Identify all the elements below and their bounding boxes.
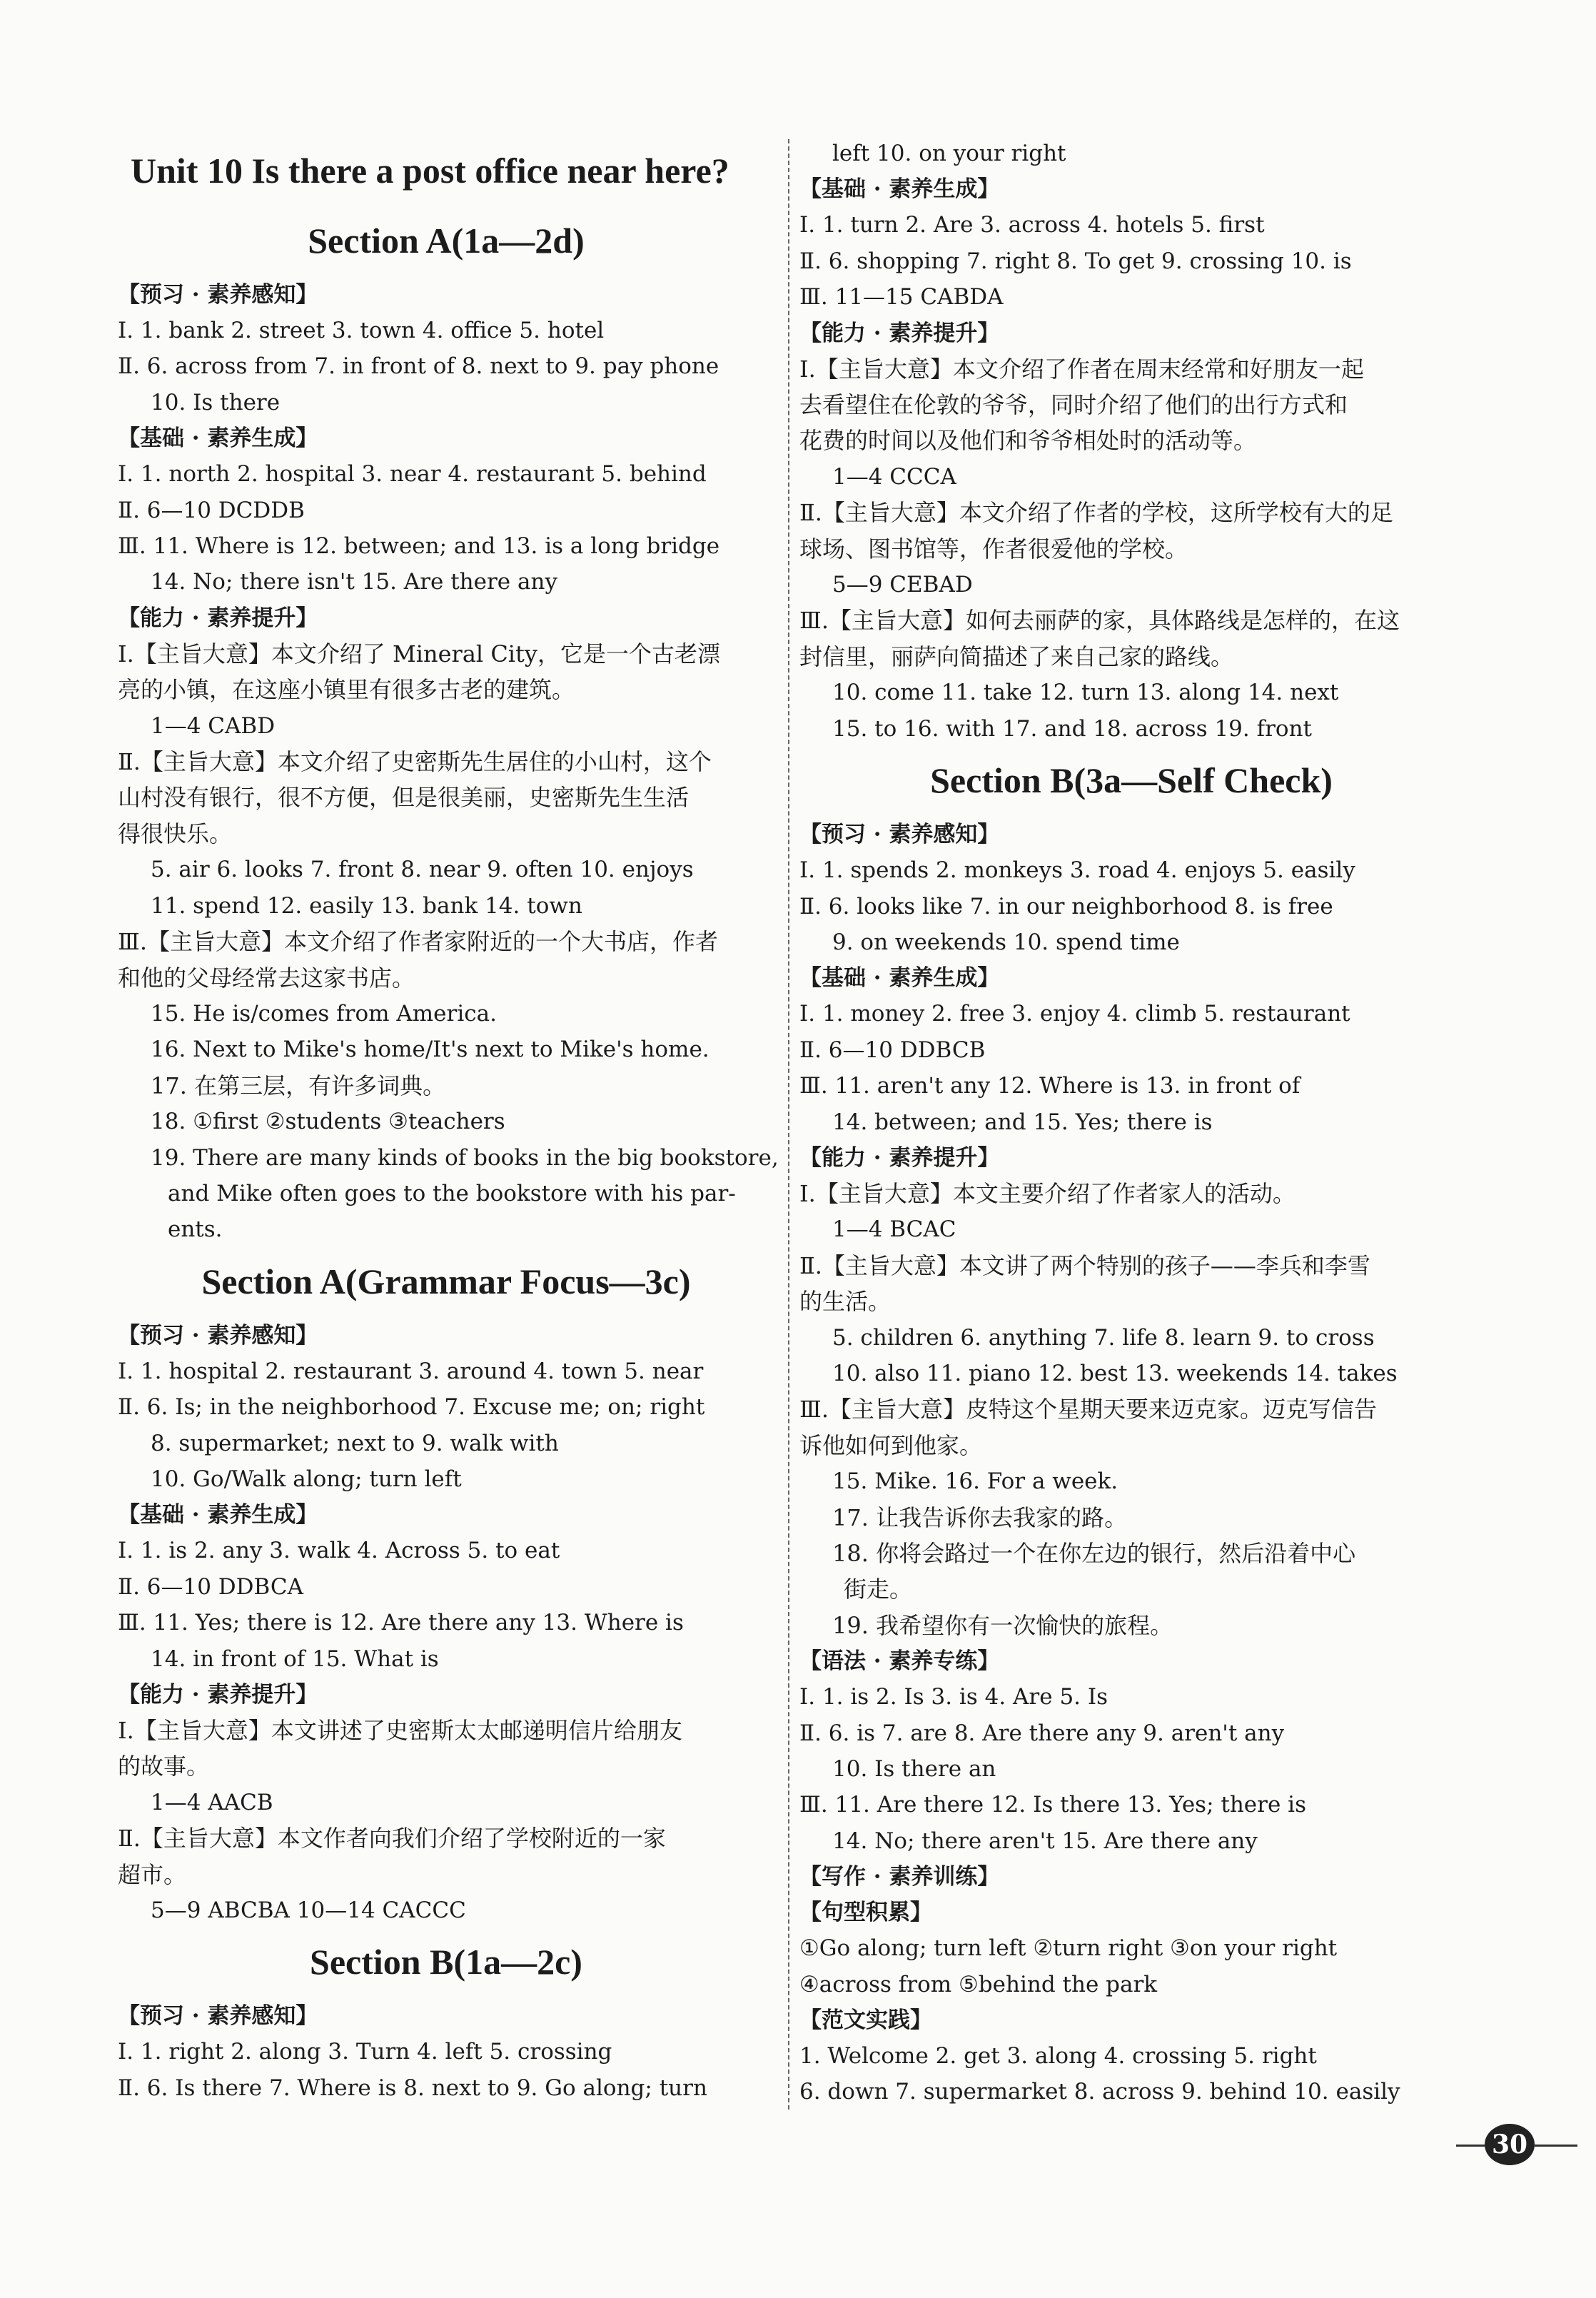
summary-line: 花费的时间以及他们和爷爷相处时的活动等。 bbox=[799, 427, 1257, 455]
section-tag: 【预习 · 素养感知】 bbox=[118, 282, 318, 308]
summary-line: 超市。 bbox=[118, 1860, 187, 1888]
page-number-rule-right bbox=[1535, 2145, 1577, 2147]
answer-line: 1—4 AACB bbox=[151, 1789, 273, 1815]
summary-line: Ⅱ.【主旨大意】本文讲了两个特别的孩子——李兵和李雪 bbox=[799, 1251, 1370, 1279]
answer-line: 15. to 16. with 17. and 18. across 19. front bbox=[832, 715, 1312, 742]
answer-line: 16. Next to Mike's home/It's next to Mike's home. bbox=[151, 1037, 709, 1063]
section-tag: 【能力 · 素养提升】 bbox=[799, 320, 1000, 346]
section-tag: 【能力 · 素养提升】 bbox=[118, 605, 318, 631]
answer-line: 10. Is there bbox=[151, 389, 281, 415]
answer-line: Ⅰ. 1. spends 2. monkeys 3. road 4. enjoys 5. easily bbox=[799, 857, 1355, 884]
answer-line: 1. Welcome 2. get 3. along 4. crossing 5. right bbox=[799, 2043, 1317, 2070]
answer-line: Ⅲ. 11. aren't any 12. Where is 13. in front of bbox=[799, 1073, 1300, 1099]
answer-line: 15. Mike. 16. For a week. bbox=[832, 1468, 1118, 1495]
answer-line: Ⅲ. 11—15 CABDA bbox=[799, 284, 1004, 311]
section-tag: 【语法 · 素养专练】 bbox=[799, 1648, 1000, 1675]
answer-line: 14. in front of 15. What is bbox=[151, 1646, 439, 1672]
summary-line: Ⅲ.【主旨大意】本文介绍了作者家附近的一个大书店，作者 bbox=[118, 928, 719, 956]
summary-line: 的生活。 bbox=[799, 1288, 892, 1316]
left-column bbox=[118, 136, 779, 2106]
answer-line: ①Go along; turn left ②turn right ③on your right bbox=[799, 1935, 1338, 1962]
summary-line: 18. 你将会路过一个在你左边的银行，然后沿着中心 bbox=[832, 1540, 1356, 1567]
section-tag: 【能力 · 素养提升】 bbox=[799, 1144, 1000, 1171]
answer-line: 10. come 11. take 12. turn 13. along 14. next bbox=[832, 680, 1339, 706]
section-tag: 【写作 · 素养训练】 bbox=[799, 1864, 1000, 1890]
section-title: Section B(1a—2c) bbox=[310, 1942, 582, 1982]
answer-line: 1—4 CCCA bbox=[832, 463, 956, 490]
answer-line: 5—9 ABCBA 10—14 CACCC bbox=[151, 1898, 466, 1924]
answer-line: Ⅱ. 6. Is there 7. Where is 8. next to 9. Go along; turn bbox=[118, 2075, 707, 2101]
section-tag: 【基础 · 素养生成】 bbox=[799, 176, 1000, 203]
section-tag: 【基础 · 素养生成】 bbox=[118, 425, 318, 452]
summary-line: Ⅱ.【主旨大意】本文介绍了作者的学校，这所学校有大的足 bbox=[799, 499, 1393, 527]
answer-line: Ⅱ. 6—10 DDBCA bbox=[118, 1573, 303, 1600]
section-title: Section A(Grammar Focus—3c) bbox=[201, 1261, 691, 1301]
answer-line: 1—4 BCAC bbox=[832, 1216, 956, 1243]
summary-line: 山村没有银行，很不方便，但是很美丽，史密斯先生生活 bbox=[118, 784, 690, 812]
unit-title: Unit 10 Is there a post office near here? bbox=[131, 151, 729, 191]
summary-line: Ⅰ.【主旨大意】本文介绍了作者在周末经常和好朋友一起 bbox=[799, 355, 1364, 383]
answer-line: Ⅰ. 1. bank 2. street 3. town 4. office 5. hotel bbox=[118, 318, 605, 343]
section-tag: 【预习 · 素养感知】 bbox=[118, 2003, 318, 2030]
page-number: 30 bbox=[1485, 2124, 1535, 2165]
answer-line: 18. ①first ②students ③teachers bbox=[151, 1109, 505, 1135]
summary-line: 街走。 bbox=[844, 1576, 913, 1603]
summary-line: 去看望住在伦敦的爷爷，同时介绍了他们的出行方式和 bbox=[799, 391, 1348, 419]
answer-line: Ⅱ. 6. is 7. are 8. Are there any 9. aren't any bbox=[799, 1720, 1285, 1746]
section-tag: 【预习 · 素养感知】 bbox=[118, 1322, 318, 1349]
answer-line: ④across from ⑤behind the park bbox=[799, 1971, 1158, 1997]
answer-line: 10. Go/Walk along; turn left bbox=[151, 1466, 462, 1492]
answer-line: 19. There are many kinds of books in the big bookstore, bbox=[151, 1144, 779, 1171]
summary-line: Ⅱ.【主旨大意】本文作者向我们介绍了学校附近的一家 bbox=[118, 1825, 666, 1853]
answer-line: 14. No; there isn't 15. Are there any bbox=[151, 569, 557, 595]
summary-line: 得很快乐。 bbox=[118, 820, 233, 847]
section-tag: 【能力 · 素养提升】 bbox=[118, 1682, 318, 1708]
answer-line: Ⅱ. 6. looks like 7. in our neighborhood 8. is free bbox=[799, 893, 1333, 919]
section-tag: 【基础 · 素养生成】 bbox=[799, 965, 1000, 992]
summary-line: Ⅰ.【主旨大意】本文主要介绍了作者家人的活动。 bbox=[799, 1179, 1296, 1207]
answer-line: Ⅰ. 1. north 2. hospital 3. near 4. restaurant 5. behind bbox=[118, 461, 707, 488]
answer-line: Ⅰ. 1. is 2. any 3. walk 4. Across 5. to eat bbox=[118, 1538, 560, 1564]
answer-line: Ⅰ. 1. right 2. along 3. Turn 4. left 5. crossing bbox=[118, 2039, 612, 2065]
answer-line: Ⅲ. 11. Yes; there is 12. Are there any 13. Where is bbox=[118, 1610, 684, 1636]
answer-line: 10. also 11. piano 12. best 13. weekends 14. takes bbox=[832, 1360, 1398, 1386]
answer-line: 6. down 7. supermarket 8. across 9. behind 10. easily bbox=[799, 2079, 1400, 2105]
summary-line: 和他的父母经常去这家书店。 bbox=[118, 964, 415, 992]
summary-line: 17. 让我告诉你去我家的路。 bbox=[832, 1503, 1128, 1531]
answer-line: Ⅰ. 1. hospital 2. restaurant 3. around 4. town 5. near bbox=[118, 1358, 704, 1384]
section-tag: 【基础 · 素养生成】 bbox=[118, 1502, 318, 1528]
column-divider bbox=[788, 139, 789, 2110]
summary-line: Ⅲ.【主旨大意】皮特这个星期天要来迈克家。迈克写信告 bbox=[799, 1396, 1378, 1423]
section-tag: 【范文实践】 bbox=[799, 2007, 932, 2034]
summary-line: 17. 在第三层，有许多词典。 bbox=[151, 1072, 446, 1099]
answer-line: 1—4 CABD bbox=[151, 712, 276, 739]
answer-line: 5. air 6. looks 7. front 8. near 9. often 10. enjoys bbox=[151, 857, 694, 883]
answer-line: 14. between; and 15. Yes; there is bbox=[832, 1109, 1213, 1135]
summary-line: Ⅱ.【主旨大意】本文介绍了史密斯先生居住的小山村，这个 bbox=[118, 748, 712, 776]
summary-line: Ⅰ.【主旨大意】本文介绍了 Mineral City，它是一个古老漂 bbox=[118, 640, 720, 667]
summary-line: 19. 我希望你有一次愉快的旅程。 bbox=[832, 1611, 1173, 1639]
answer-line: 11. spend 12. easily 13. bank 14. town bbox=[151, 892, 582, 919]
summary-line: 球场、图书馆等，作者很爱他的学校。 bbox=[799, 535, 1188, 563]
page-number-rule-left bbox=[1456, 2145, 1485, 2147]
answer-line: Ⅰ. 1. is 2. Is 3. is 4. Are 5. Is bbox=[799, 1684, 1108, 1710]
answer-line: Ⅱ. 6. across from 7. in front of 8. next to 9. pay phone bbox=[118, 353, 719, 380]
answer-line: Ⅲ. 11. Are there 12. Is there 13. Yes; there is bbox=[799, 1792, 1306, 1818]
answer-line: Ⅰ. 1. turn 2. Are 3. across 4. hotels 5. first bbox=[799, 212, 1265, 238]
answer-line: and Mike often goes to the bookstore with his par- bbox=[168, 1180, 736, 1206]
summary-line: 诉他如何到他家。 bbox=[799, 1431, 983, 1459]
answer-line: 9. on weekends 10. spend time bbox=[832, 929, 1180, 955]
answer-line: Ⅰ. 1. money 2. free 3. enjoy 4. climb 5. restaurant bbox=[799, 1001, 1350, 1027]
section-tag: 【预习 · 素养感知】 bbox=[799, 822, 1000, 848]
answer-line: Ⅱ. 6—10 DCDDB bbox=[118, 497, 305, 523]
summary-line: 亮的小镇，在这座小镇里有很多古老的建筑。 bbox=[118, 676, 575, 704]
right-column bbox=[799, 136, 1463, 2110]
section-title: Section B(3a—Self Check) bbox=[930, 760, 1333, 801]
answer-line: ents. bbox=[168, 1216, 223, 1243]
answer-line: Ⅲ. 11. Where is 12. between; and 13. is a long bridge bbox=[118, 533, 720, 560]
summary-line: 的故事。 bbox=[118, 1753, 210, 1780]
summary-line: Ⅲ.【主旨大意】如何去丽萨的家，具体路线是怎样的，在这 bbox=[799, 607, 1400, 635]
answer-line: Ⅱ. 6. Is; in the neighborhood 7. Excuse me; on; right bbox=[118, 1394, 705, 1421]
answer-line: left 10. on your right bbox=[832, 141, 1066, 166]
answer-line: Ⅱ. 6. shopping 7. right 8. To get 9. crossing 10. is bbox=[799, 248, 1352, 274]
answer-line: 15. He is/comes from America. bbox=[151, 1000, 497, 1027]
answer-line: Ⅱ. 6—10 DDBCB bbox=[799, 1037, 986, 1063]
answer-line: 5. children 6. anything 7. life 8. learn 9. to cross bbox=[832, 1324, 1375, 1351]
answer-line: 14. No; there aren't 15. Are there any bbox=[832, 1828, 1258, 1854]
section-title: Section A(1a—2d) bbox=[308, 221, 585, 261]
answer-line: 8. supermarket; next to 9. walk with bbox=[151, 1430, 559, 1456]
answer-line: 5—9 CEBAD bbox=[832, 572, 973, 598]
section-tag: 【句型积累】 bbox=[799, 1900, 932, 1926]
summary-line: Ⅰ.【主旨大意】本文讲述了史密斯太太邮递明信片给朋友 bbox=[118, 1717, 682, 1744]
summary-line: 封信里，丽萨向简描述了来自己家的路线。 bbox=[799, 642, 1234, 670]
answer-line: 10. Is there an bbox=[832, 1756, 996, 1783]
